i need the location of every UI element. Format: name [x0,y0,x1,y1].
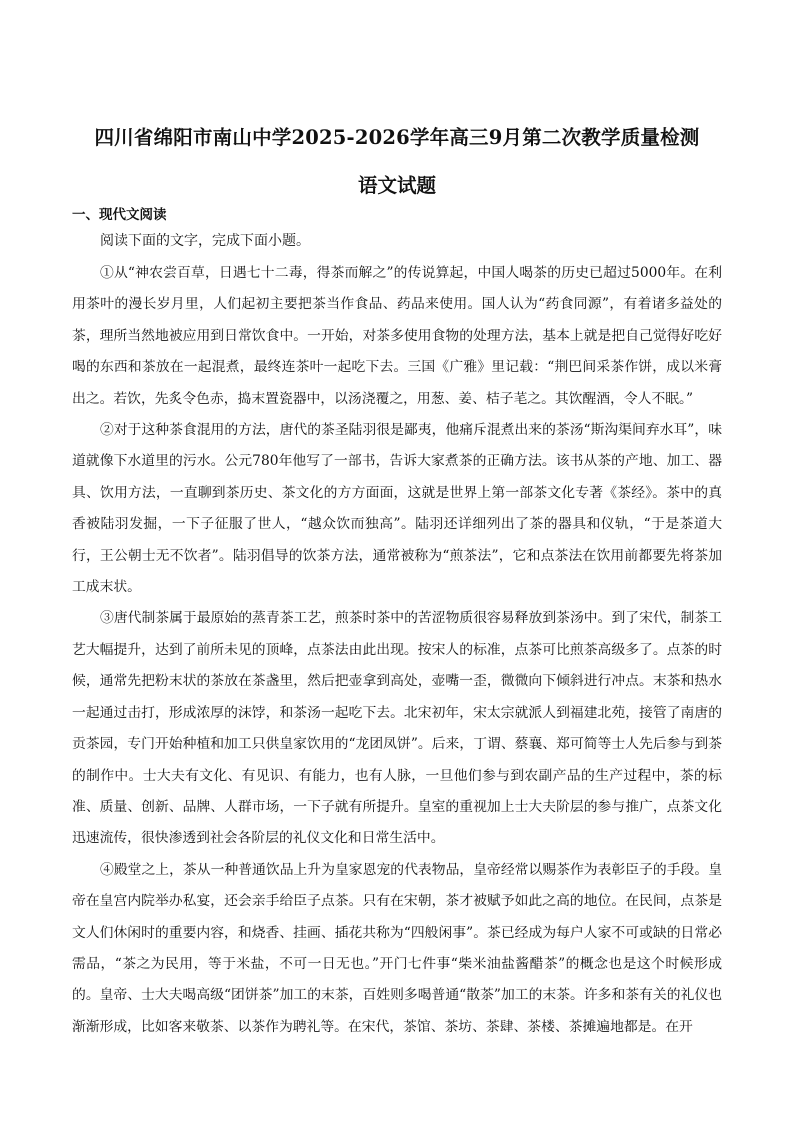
paragraph-2: ②对于这种茶食混用的方法，唐代的茶圣陆羽很是鄙夷，他痛斥混煮出来的茶汤“斯沟渠间弃水耳”，味道就像下水道里的污水。公元780年他写了一部书，告诉大家煮茶的正确方法。该书从茶的产地、加工、器具、饮用方法，一直聊到茶历史、茶文化的方方面面，这就是世界上第一部茶文化专著《茶经》。茶中的真香被陆羽发掘，一下子征服了世人，“越众饮而独高”。陆羽还详细列出了茶的器具和仪轨，“于是茶道大行，王公朝士无不饮者”。陆羽倡导的饮茶方法，通常被称为“煎茶法”，它和点茶法在饮用前都要先将茶加工成末状。 [72,422,722,596]
paragraph-4: ④殿堂之上，茶从一种普通饮品上升为皇家恩宠的代表物品，皇帝经常以赐茶作为表彰臣子的手段。皇帝在皇宫内院举办私宴，还会亲手给臣子点茶。只有在宋朝，茶才被赋予如此之高的地位。在民间，点茶是文人们休闲时的重要内容，和烧香、挂画、插花共称为“四般闲事”。茶已经成为每户人家不可或缺的日常必需品，“茶之为民用，等于米盐，不可一日无也。”开门七件事“柴米油盐酱醋茶”的概念也是这个时候形成的。皇帝、士大夫喝高级“团饼茶”加工的末茶，百姓则多喝普通“散茶”加工的末茶。许多和茶有关的礼仪也渐渐形成，比如客来敬茶、以茶作为聘礼等。在宋代，茶馆、茶坊、茶肆、茶楼、茶摊遍地都是。在开 [72,861,722,1035]
paragraph-1: ①从“神农尝百草，日遇七十二毒，得茶而解之”的传说算起，中国人喝茶的历史已超过5000年。在利用茶叶的漫长岁月里，人们起初主要把茶当作食品、药品来使用。国人认为“药食同源”，有着诸多益处的茶，理所当然地被应用到日常饮食中。一开始，对茶多使用食物的处理方法，基本上就是把自己觉得好吃好喝的东西和茶放在一起混煮，最终连茶叶一起吃下去。三国《广雅》里记载：“荆巴间采茶作饼，成以米膏出之。若饮，先炙令色赤，捣末置瓷器中，以汤浇覆之，用葱、姜、桔子芼之。其饮醒酒，令人不眠。” [72,265,722,407]
passage-body [72,258,722,1043]
reading-instruction: 阅读下面的文字，完成下面小题。 [100,233,310,249]
paragraph-3: ③唐代制茶属于最原始的蒸青茶工艺，煎茶时茶中的苦涩物质很容易释放到茶汤中。到了宋代，制茶工艺大幅提升，达到了前所未见的顶峰，点茶法由此出现。按宋人的标准，点茶可比煎茶高级多了。点茶的时候，通常先把粉末状的茶放在茶盏里，然后把壶拿到高处，壶嘴一歪，微微向下倾斜进行冲点。末茶和热水一起通过击打，形成浓厚的沫饽，和茶汤一起吃下去。北宋初年，宋太宗就派人到福建北苑，接管了南唐的贡茶园，专门开始种植和加工只供皇家饮用的“龙团凤饼”。后来，丁谓、蔡襄、郑可简等士人先后参与到茶的制作中。士大夫有文化、有见识、有能力，也有人脉，一旦他们参与到农副产品的生产过程中，茶的标准、质量、创新、品牌、人群市场，一下子就有所提升。皇室的重视加上士大夫阶层的参与推广，点茶文化迅速流传，很快渗透到社会各阶层的礼仪文化和日常生活中。 [72,610,722,847]
document-subtitle: 语文试题 [357,174,436,197]
section-heading: 一、现代文阅读 [72,207,167,223]
document-title: 四川省绵阳市南山中学2025-2026学年高三9月第二次教学质量检测 [94,126,700,149]
